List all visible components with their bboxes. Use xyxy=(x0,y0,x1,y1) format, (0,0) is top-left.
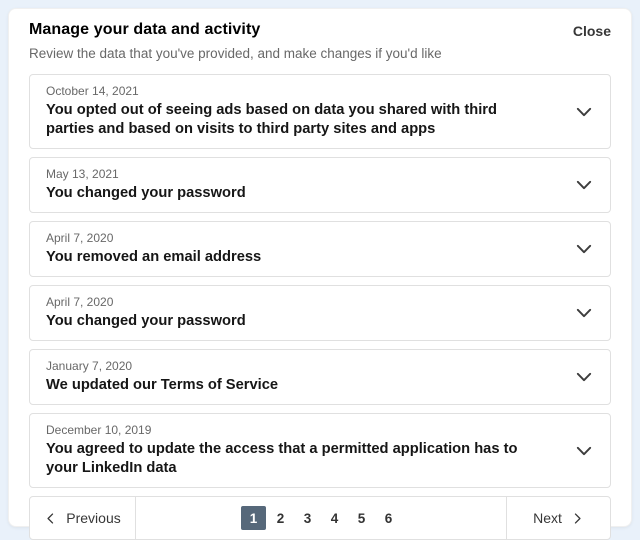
next-label: Next xyxy=(533,510,562,526)
activity-text xyxy=(46,295,574,331)
activity-row[interactable] xyxy=(29,413,611,488)
activity-row[interactable] xyxy=(29,221,611,277)
activity-text xyxy=(46,84,574,139)
page-button-5[interactable]: 5 xyxy=(349,506,374,530)
activity-title: We updated our Terms of Service xyxy=(46,377,279,393)
activity-title: You removed an email address xyxy=(46,249,262,265)
activity-date: April 7, 2020 xyxy=(46,231,114,245)
activity-text xyxy=(46,359,574,395)
activity-date: May 13, 2021 xyxy=(46,167,119,181)
page-button-6[interactable]: 6 xyxy=(376,506,401,530)
dialog-header xyxy=(29,21,611,41)
close-button[interactable]: Close xyxy=(572,23,611,39)
chevron-right-icon xyxy=(571,512,584,525)
manage-data-dialog xyxy=(8,8,632,527)
page-button-2[interactable]: 2 xyxy=(268,506,293,530)
activity-text xyxy=(46,167,574,203)
activity-date: April 7, 2020 xyxy=(46,295,114,309)
page-title: Manage your data and activity xyxy=(29,21,261,38)
chevron-down-icon[interactable] xyxy=(574,102,594,122)
activity-row[interactable] xyxy=(29,349,611,405)
activity-row[interactable] xyxy=(29,74,611,149)
activity-title: You opted out of seeing ads based on data you shared with third parties and based on visits to third party sites and apps xyxy=(46,102,497,137)
chevron-down-icon[interactable] xyxy=(574,239,594,259)
chevron-left-icon xyxy=(44,512,57,525)
previous-label: Previous xyxy=(66,510,121,526)
activity-date: January 7, 2020 xyxy=(46,359,133,373)
chevron-down-icon[interactable] xyxy=(574,303,594,323)
chevron-down-icon[interactable] xyxy=(574,441,594,461)
page-button-1[interactable]: 1 xyxy=(241,506,266,530)
activity-title: You changed your password xyxy=(46,313,246,329)
pagination xyxy=(29,496,611,540)
activity-title: You agreed to update the access that a permitted application has to your LinkedIn data xyxy=(46,441,518,476)
next-button[interactable] xyxy=(506,497,610,539)
activity-date: December 10, 2019 xyxy=(46,423,152,437)
previous-button[interactable] xyxy=(30,497,136,539)
page-number-list xyxy=(136,497,506,539)
page-button-4[interactable]: 4 xyxy=(322,506,347,530)
page-button-3[interactable]: 3 xyxy=(295,506,320,530)
page-subtitle: Review the data that you've provided, and make changes if you'd like xyxy=(29,46,442,61)
activity-row[interactable] xyxy=(29,285,611,341)
chevron-down-icon[interactable] xyxy=(574,367,594,387)
chevron-down-icon[interactable] xyxy=(574,175,594,195)
activity-list xyxy=(29,74,611,488)
activity-text xyxy=(46,231,574,267)
activity-title: You changed your password xyxy=(46,185,246,201)
activity-row[interactable] xyxy=(29,157,611,213)
activity-text xyxy=(46,423,574,478)
activity-date: October 14, 2021 xyxy=(46,84,139,98)
